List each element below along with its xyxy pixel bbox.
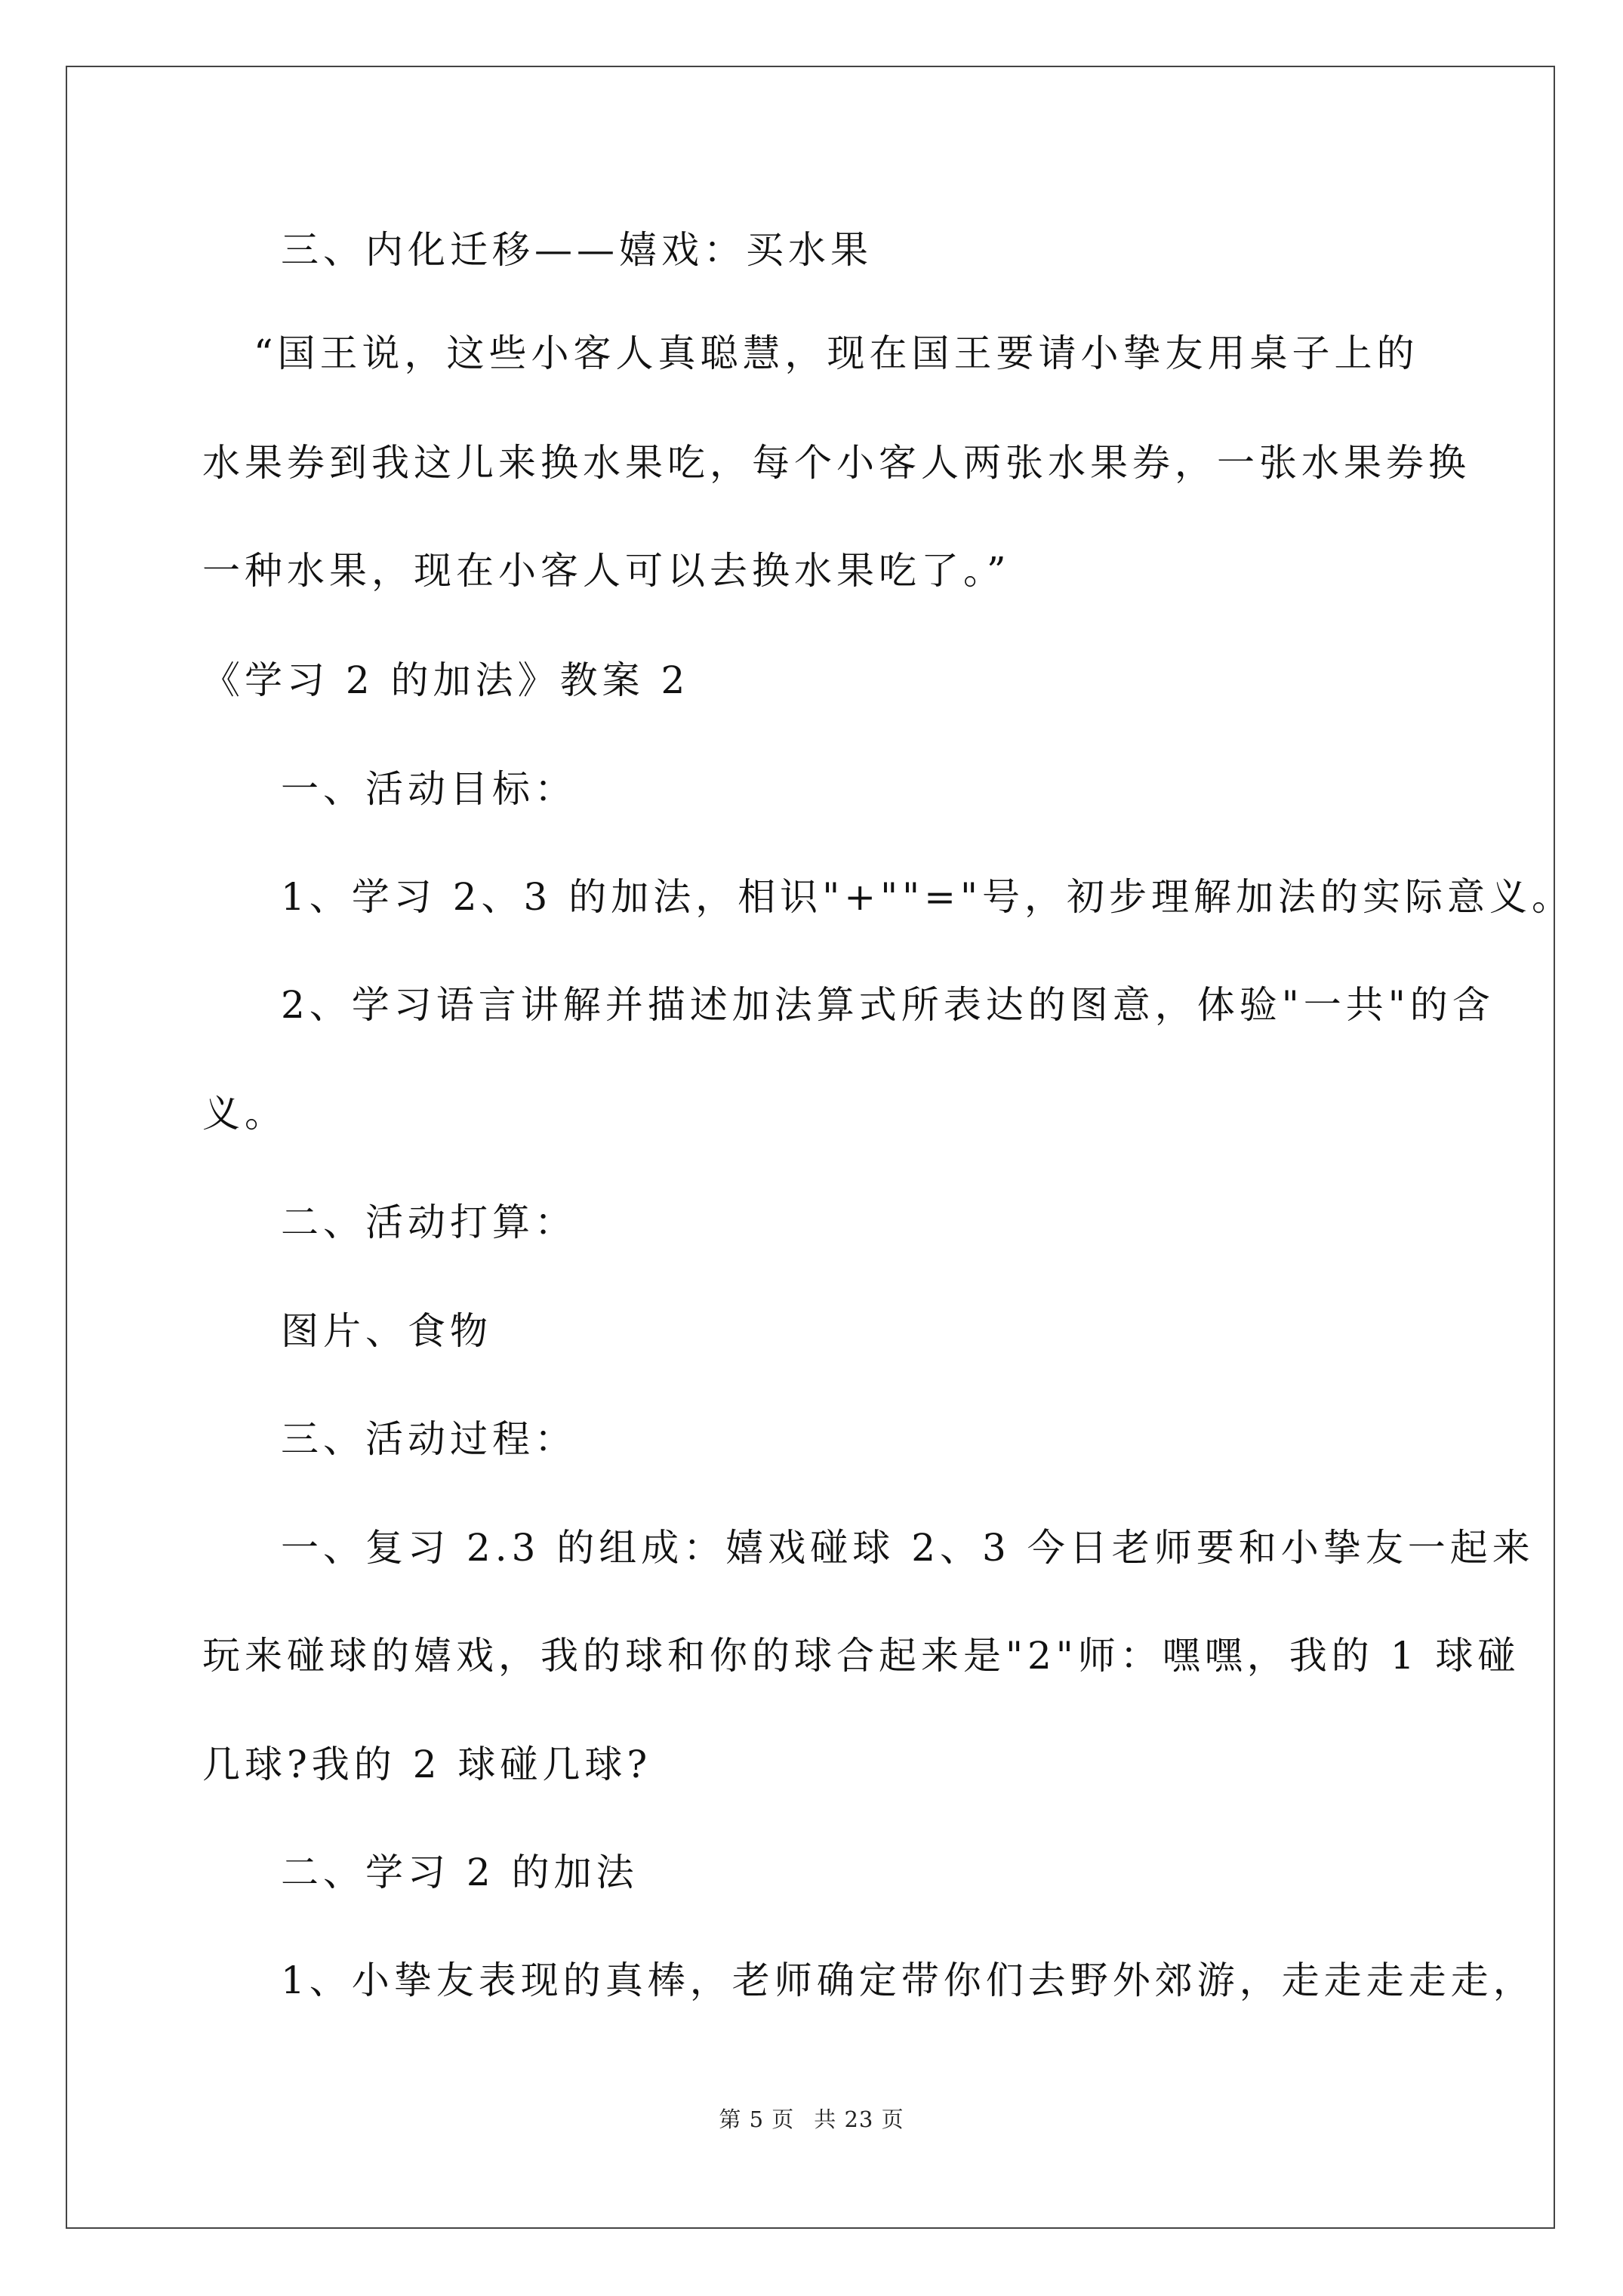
section-heading: 三、内化迁移——嬉戏：买水果 [281,228,873,272]
page-total: 共 23 页 [814,2106,904,2132]
paragraph-line: 一种水果，现在小客人可以去换水果吃了。” [202,549,1011,593]
page-border [66,66,1555,2229]
paragraph-line: 图片、食物 [281,1309,492,1353]
paragraph-line: 水果券到我这儿来换水果吃，每个小客人两张水果券，一张水果券换 [202,441,1471,485]
section-heading: 一、活动目标： [281,767,577,811]
paragraph-line: 义。 [202,1092,287,1136]
paragraph-line: 1、学习 2、3 的加法，相识"+""="号，初步理解加法的实际意义。 [281,875,1575,919]
paragraph-line: 1、小挚友表现的真棒，老师确定带你们去野外郊游，走走走走走， [281,1959,1535,2002]
document-title: 《学习 2 的加法》教案 2 [202,658,690,702]
paragraph-line: “国王说，这些小客人真聪慧，现在国王要请小挚友用桌子上的 [254,331,1419,375]
page-footer [0,2103,1623,2134]
paragraph-line: 一、复习 2.3 的组成：嬉戏碰球 2、3 今日老师要和小挚友一起来 [281,1526,1535,1570]
page-number: 第 5 页 [719,2106,795,2132]
paragraph-line: 几球?我的 2 球碰几球? [202,1743,652,1786]
section-heading: 二、学习 2 的加法 [281,1851,639,1894]
paragraph-line: 2、学习语言讲解并描述加法算式所表达的图意，体验"一共"的含 [281,983,1495,1027]
section-heading: 三、活动过程： [281,1417,577,1461]
paragraph-line: 玩来碰球的嬉戏，我的球和你的球合起来是"2"师：嘿嘿，我的 1 球碰 [202,1634,1520,1678]
section-heading: 二、活动打算： [281,1200,577,1244]
